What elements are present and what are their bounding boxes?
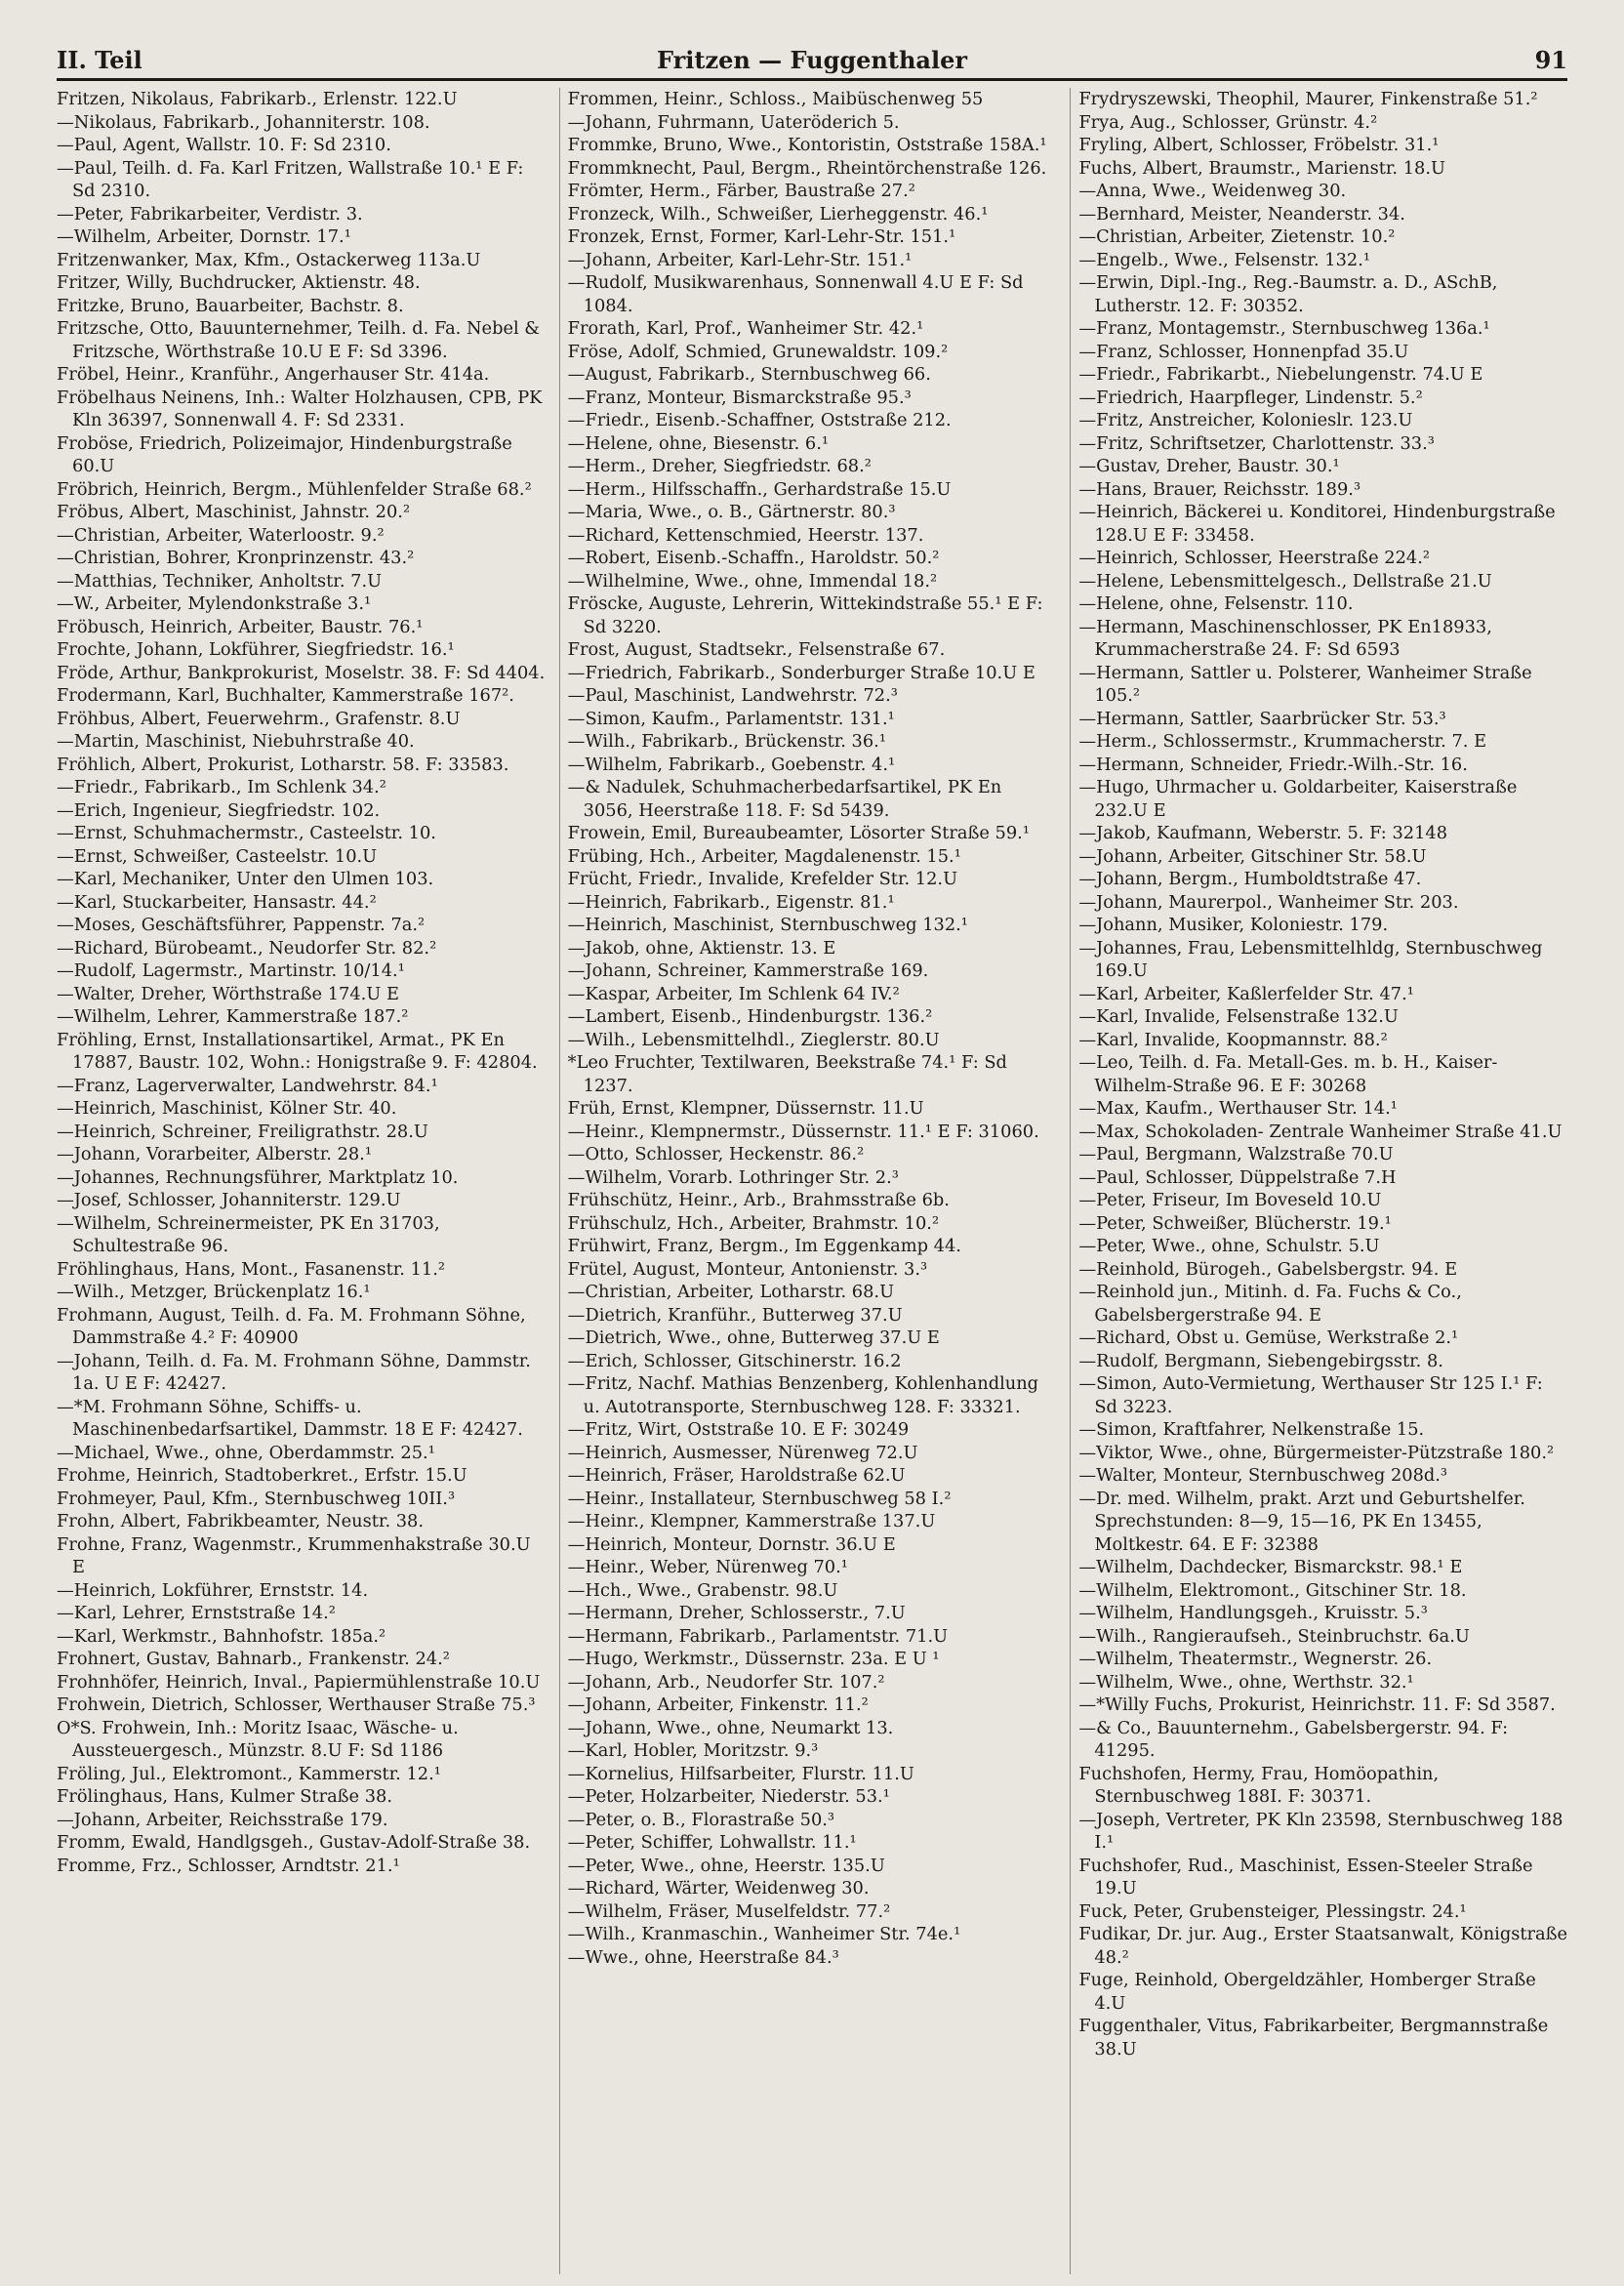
directory-entry: Fröling, Jul., Elektromont., Kammerstr. 12.¹: [57, 1763, 441, 1784]
directory-entry: —Wwe., ohne, Heerstraße 84.³: [567, 1946, 839, 1968]
directory-entry: Fröhlinghaus, Hans, Mont., Fasanenstr. 11.²: [57, 1258, 446, 1280]
directory-entry: Fuggenthaler, Vitus, Fabrikarbeiter, Bergmannstraße 38.U: [1078, 2016, 1549, 2060]
directory-entry: —Johann, Fuhrmann, Uateröderich 5.: [567, 111, 900, 133]
directory-entry: Frühschulz, Hch., Arbeiter, Brahmstr. 10.²: [567, 1212, 940, 1234]
directory-entry: —Karl, Mechaniker, Unter den Ulmen 103.: [57, 869, 434, 889]
directory-entry: —Johann, Arbeiter, Karl-Lehr-Str. 151.¹: [567, 249, 913, 270]
directory-entry: —August, Fabrikarb., Sternbuschweg 66.: [567, 364, 931, 385]
directory-entry: —Rudolf, Musikwarenhaus, Sonnenwall 4.U E F: Sd 1084.: [567, 272, 1024, 316]
directory-entry: —Hugo, Werkmstr., Düssernstr. 23a. E U ¹: [567, 1649, 940, 1669]
directory-entry: —Wilh., Metzger, Brückenplatz 16.¹: [57, 1282, 371, 1302]
directory-entry: —Fritz, Schriftsetzer, Charlottenstr. 33.³: [1078, 432, 1435, 454]
directory-entry: —Herm., Schlossermstr., Krummacherstr. 7. E: [1078, 731, 1487, 752]
directory-entry: —Richard, Wärter, Weidenweg 30.: [567, 1878, 870, 1898]
directory-entry: Fröde, Arthur, Bankprokurist, Moselstr. 38. F: Sd 4404.: [57, 662, 546, 683]
directory-entry: Frydryszewski, Theophil, Maurer, Finkenstraße 51.²: [1078, 89, 1538, 109]
directory-entry: Frömter, Herm., Färber, Baustraße 27.²: [567, 181, 915, 201]
directory-entry: —Karl, Werkmstr., Bahnhofstr. 185a.²: [57, 1625, 386, 1647]
directory-entry: —Wilhelm, Fräser, Muselfeldstr. 77.²: [567, 1900, 891, 1922]
directory-entry: —Johann, Arbeiter, Gitschiner Str. 58.U: [1078, 845, 1427, 867]
directory-entry: —Reinhold jun., Mitinh. d. Fa. Fuchs & Co., Gabelsbergerstraße 94. E: [1078, 1282, 1462, 1326]
directory-entry: —Wilh., Kranmaschin., Wanheimer Str. 74e.¹: [567, 1924, 961, 1944]
directory-entry: —Dietrich, Wwe., ohne, Butterweg 37.U E: [567, 1327, 940, 1348]
directory-entry: —Fritz, Wirt, Oststraße 10. E F: 30249: [567, 1419, 910, 1440]
directory-entry: Frodermann, Karl, Buchhalter, Kammerstraße 167².: [57, 685, 514, 706]
directory-entry: —Johann, Vorarbeiter, Alberstr. 28.¹: [57, 1144, 372, 1164]
directory-entry: Frost, August, Stadtsekr., Felsenstraße 67.: [567, 639, 946, 660]
directory-entry: —Johann, Teilh. d. Fa. M. Frohmann Söhne, Dammstr. 1a. U E F: 42427.: [57, 1350, 531, 1394]
page-number: 91: [1534, 46, 1567, 74]
directory-entry: —Wilhelm, Theatermstr., Wegnerstr. 26.: [1078, 1649, 1433, 1669]
directory-entry: Frölinghaus, Hans, Kulmer Straße 38.: [57, 1786, 392, 1807]
directory-entry: —Heinrich, Maschinist, Sternbuschweg 132.¹: [567, 915, 968, 935]
directory-entry: —Lambert, Eisenb., Hindenburgstr. 136.²: [567, 1006, 933, 1027]
directory-entry: —Paul, Agent, Wallstr. 10. F: Sd 2310.: [57, 135, 391, 155]
directory-entry: —Helene, ohne, Biesenstr. 6.¹: [567, 432, 829, 454]
directory-entry: —Peter, Holzarbeiter, Niederstr. 53.¹: [567, 1786, 890, 1807]
directory-entry: Frücht, Friedr., Invalide, Krefelder Str. 12.U: [567, 869, 958, 889]
directory-entry: —Hch., Wwe., Grabenstr. 98.U: [567, 1579, 838, 1601]
directory-entry: —Friedr., Fabrikarb., Im Schlenk 34.²: [57, 777, 386, 797]
directory-entry: —Simon, Auto-Vermietung, Werthauser Str 125 I.¹ F: Sd 3223.: [1078, 1373, 1543, 1417]
directory-entry: —Ernst, Schweißer, Casteelstr. 10.U: [57, 845, 378, 867]
directory-entry: —Christian, Bohrer, Kronprinzenstr. 43.²: [57, 548, 415, 568]
directory-entry: —Richard, Obst u. Gemüse, Werkstraße 2.¹: [1078, 1327, 1459, 1348]
directory-entry: —Johannes, Frau, Lebensmittelhldg, Sternbuschweg 169.U: [1078, 937, 1543, 981]
directory-entry: —Wilhelm, Lehrer, Kammerstraße 187.²: [57, 1006, 409, 1027]
directory-entry: —Jakob, ohne, Aktienstr. 13. E: [567, 937, 836, 959]
directory-entry: —Franz, Schlosser, Honnenpfad 35.U: [1078, 341, 1409, 362]
directory-entry: —Peter, Schweißer, Blücherstr. 19.¹: [1078, 1212, 1392, 1234]
directory-entry: —Heinr., Installateur, Sternbuschweg 58 I.²: [567, 1488, 952, 1509]
directory-entry: —Wilhelm, Fabrikarb., Goebenstr. 4.¹: [567, 754, 896, 775]
directory-entry: —Heinrich, Schreiner, Freiligrathstr. 28.U: [57, 1121, 428, 1142]
directory-entry: —Paul, Schlosser, Düppelstraße 7.H: [1078, 1166, 1397, 1188]
directory-entry: —Erich, Ingenieur, Siegfriedstr. 102.: [57, 799, 381, 821]
directory-entry: —Simon, Kaufm., Parlamentstr. 131.¹: [567, 708, 895, 729]
directory-entry: Froböse, Friedrich, Polizeimajor, Hindenburgstraße 60.U: [57, 432, 512, 476]
directory-entry: —Heinrich, Monteur, Dornstr. 36.U E: [567, 1533, 896, 1555]
directory-entry: —Jakob, Kaufmann, Weberstr. 5. F: 32148: [1078, 823, 1448, 843]
directory-entry: —Hermann, Fabrikarb., Parlamentstr. 71.U: [567, 1625, 949, 1647]
directory-entry: —Wilh., Lebensmittelhdl., Zieglerstr. 80.U: [567, 1029, 940, 1050]
directory-entry: —Nikolaus, Fabrikarb., Johanniterstr. 108.: [57, 111, 430, 133]
directory-entry: —Karl, Invalide, Koopmannstr. 88.²: [1078, 1029, 1388, 1050]
directory-entry: —Wilhelm, Dachdecker, Bismarckstr. 98.¹ E: [1078, 1557, 1463, 1577]
directory-entry: —Friedr., Fabrikarbt., Niebelungenstr. 74.U E: [1078, 364, 1483, 385]
directory-entry: —Hermann, Dreher, Schlosserstr., 7.U: [567, 1603, 906, 1623]
directory-entry: Frühwirt, Franz, Bergm., Im Eggenkamp 44.: [567, 1236, 961, 1256]
directory-entry: —*Willy Fuchs, Prokurist, Heinrichstr. 11. F: Sd 3587.: [1078, 1694, 1556, 1715]
directory-entry: Fröscke, Auguste, Lehrerin, Wittekindstraße 55.¹ E F: Sd 3220.: [567, 593, 1043, 637]
directory-entry: —Johann, Schreiner, Kammerstraße 169.: [567, 960, 929, 981]
directory-entry: —Herm., Dreher, Siegfriedstr. 68.²: [567, 456, 872, 476]
directory-entry: —Dietrich, Kranführ., Butterweg 37.U: [567, 1304, 903, 1326]
directory-entry: —Anna, Wwe., Weidenweg 30.: [1078, 181, 1347, 201]
directory-entry: —Erich, Schlosser, Gitschinerstr. 16.2: [567, 1350, 902, 1371]
directory-entry: —Walter, Dreher, Wörthstraße 174.U E: [57, 983, 399, 1004]
directory-entry: —Peter, Schiffer, Lohwallstr. 11.¹: [567, 1832, 857, 1853]
directory-entry: —Paul, Bergmann, Walzstraße 70.U: [1078, 1144, 1394, 1164]
directory-entry: —Heinrich, Schlosser, Heerstraße 224.²: [1078, 548, 1430, 568]
directory-entry: —Heinrich, Fräser, Haroldstraße 62.U: [567, 1465, 906, 1486]
directory-entry: —Hugo, Uhrmacher u. Goldarbeiter, Kaiserstraße 232.U E: [1078, 777, 1518, 821]
directory-entry: Fuck, Peter, Grubensteiger, Plessingstr. 24.¹: [1078, 1900, 1467, 1922]
directory-entry: —Johann, Musiker, Koloniestr. 179.: [1078, 915, 1389, 935]
directory-entry: —& Co., Bauunternehm., Gabelsbergerstr. 94. F: 41295.: [1078, 1717, 1509, 1761]
directory-entry: Frommen, Heinr., Schloss., Maibüschenweg 55: [567, 89, 984, 109]
directory-entry: —Bernhard, Meister, Neanderstr. 34.: [1078, 203, 1405, 225]
directory-entry: —Peter, Fabrikarbeiter, Verdistr. 3.: [57, 203, 363, 225]
directory-entry: Frohmeyer, Paul, Kfm., Sternbuschweg 10II.³: [57, 1488, 456, 1509]
directory-entry: —Michael, Wwe., ohne, Oberdammstr. 25.¹: [57, 1442, 435, 1463]
directory-entry: —Christian, Arbeiter, Lotharstr. 68.U: [567, 1282, 895, 1302]
directory-entry: —Hermann, Sattler, Saarbrücker Str. 53.³: [1078, 708, 1446, 729]
directory-entry: —Leo, Teilh. d. Fa. Metall-Ges. m. b. H., Kaiser-Wilhelm-Straße 96. E F: 30268: [1078, 1052, 1498, 1096]
directory-entry: —W., Arbeiter, Mylendonkstraße 3.¹: [57, 593, 372, 614]
directory-entry: —Paul, Teilh. d. Fa. Karl Fritzen, Wallstraße 10.¹ E F: Sd 2310.: [57, 157, 524, 201]
directory-entry: —Wilh., Fabrikarb., Brückenstr. 36.¹: [567, 731, 886, 752]
directory-entry: —Viktor, Wwe., ohne, Bürgermeister-Pützstraße 180.²: [1078, 1442, 1555, 1463]
directory-entry: Frowein, Emil, Bureaubeamter, Lösorter Straße 59.¹: [567, 823, 1030, 843]
directory-entry: Frochte, Johann, Lokführer, Siegfriedstr. 16.¹: [57, 639, 455, 660]
column-right: [1070, 88, 1567, 2274]
directory-entry: Fröhbus, Albert, Feuerwehrm., Grafenstr. 8.U: [57, 708, 461, 729]
directory-entry: Fritzke, Bruno, Bauarbeiter, Bachstr. 8.: [57, 295, 404, 316]
directory-entry: Fröbus, Albert, Maschinist, Jahnstr. 20.²: [57, 502, 411, 522]
directory-entry: —Moses, Geschäftsführer, Pappenstr. 7a.²: [57, 915, 426, 935]
directory-entry: *Leo Fruchter, Textilwaren, Beekstraße 74.¹ F: Sd 1237.: [567, 1052, 1007, 1096]
directory-entry: —Max, Kaufm., Werthauser Str. 14.¹: [1078, 1098, 1398, 1119]
directory-entry: —Karl, Lehrer, Ernststraße 14.²: [57, 1603, 336, 1623]
directory-entry: Fröbusch, Heinrich, Arbeiter, Baustr. 76.¹: [57, 616, 424, 637]
directory-entry: —Erwin, Dipl.-Ing., Reg.-Baumstr. a. D., ASchB, Lutherstr. 12. F: 30352.: [1078, 272, 1498, 316]
directory-entry: Fröhlich, Albert, Prokurist, Lotharstr. 58. F: 33583.: [57, 754, 509, 775]
directory-entry: —Johann, Bergm., Humboldtstraße 47.: [1078, 869, 1422, 889]
directory-entry: —Wilhelm, Vorarb. Lothringer Str. 2.³: [567, 1166, 899, 1188]
directory-entry: —Heinrich, Lokführer, Ernststr. 14.: [57, 1579, 369, 1601]
directory-entry: —Christian, Arbeiter, Zietenstr. 10.²: [1078, 226, 1396, 247]
directory-entry: Fudikar, Dr. jur. Aug., Erster Staatsanwalt, Königstraße 48.²: [1078, 1924, 1568, 1968]
directory-entry: Fröbrich, Heinrich, Bergm., Mühlenfelder Straße 68.²: [57, 478, 532, 500]
directory-entry: —Johann, Arb., Neudorfer Str. 107.²: [567, 1671, 885, 1693]
directory-entry: Frommknecht, Paul, Bergm., Rheintörchenstraße 126.: [567, 157, 1047, 179]
section-label: II. Teil: [57, 46, 142, 74]
directory-entry: Frommke, Bruno, Wwe., Kontoristin, Oststraße 158A.¹: [567, 135, 1047, 155]
directory-entry: Fuchshofer, Rud., Maschinist, Essen-Steeler Straße 19.U: [1078, 1855, 1533, 1898]
directory-entry: —Paul, Maschinist, Landwehrstr. 72.³: [567, 685, 898, 706]
directory-entry: —Heinrich, Maschinist, Kölner Str. 40.: [57, 1098, 397, 1119]
directory-entry: —Hermann, Schneider, Friedr.-Wilh.-Str. 16.: [1078, 754, 1468, 775]
directory-entry: —Kornelius, Hilfsarbeiter, Flurstr. 11.U: [567, 1763, 914, 1784]
directory-entry: —Friedr., Eisenb.-Schaffner, Oststraße 212.: [567, 410, 952, 430]
directory-entry: —Hans, Brauer, Reichsstr. 189.³: [1078, 478, 1361, 500]
directory-entry: —Helene, ohne, Felsenstr. 110.: [1078, 593, 1354, 614]
directory-entry: —Johann, Wwe., ohne, Neumarkt 13.: [567, 1717, 894, 1738]
directory-entry: —Friedrich, Fabrikarb., Sonderburger Straße 10.U E: [567, 662, 1035, 683]
directory-entry: —Wilhelm, Wwe., ohne, Werthstr. 32.¹: [1078, 1671, 1414, 1693]
directory-entry: —Heinr., Klempner, Kammerstraße 137.U: [567, 1511, 936, 1531]
directory-entry: Fronzeck, Wilh., Schweißer, Lierheggenstr. 46.¹: [567, 203, 989, 225]
directory-entry: Fuge, Reinhold, Obergeldzähler, Homberger Straße 4.U: [1078, 1970, 1536, 2014]
directory-entry: Fröhling, Ernst, Installationsartikel, Armat., PK En 17887, Baustr. 102, Wohn.: Honigstraße 9. F: 42804.: [57, 1029, 538, 1073]
column-left: [57, 88, 546, 2274]
directory-entry: Frya, Aug., Schlosser, Grünstr. 4.²: [1078, 111, 1378, 133]
running-title: Fritzen — Fuggenthaler: [657, 46, 967, 74]
directory-entry: —Herm., Hilfsschaffn., Gerhardstraße 15.U: [567, 478, 952, 500]
directory-entry: —Karl, Arbeiter, Kaßlerfelder Str. 47.¹: [1078, 983, 1414, 1004]
directory-entry: —Peter, o. B., Florastraße 50.³: [567, 1809, 835, 1830]
directory-entry: —Wilhelm, Schreinermeister, PK En 31703, Schultestraße 96.: [57, 1212, 440, 1256]
directory-entry: —Friedrich, Haarpfleger, Lindenstr. 5.²: [1078, 387, 1423, 408]
directory-entry: —Johann, Arbeiter, Finkenstr. 11.²: [567, 1694, 869, 1715]
entry-columns: [57, 88, 1567, 2274]
directory-entry: —Helene, Lebensmittelgesch., Dellstraße 21.U: [1078, 570, 1492, 592]
directory-entry: —Peter, Wwe., ohne, Schulstr. 5.U: [1078, 1236, 1380, 1256]
directory-entry: —Rudolf, Bergmann, Siebengebirgsstr. 8.: [1078, 1350, 1443, 1371]
directory-entry: —Joseph, Vertreter, PK Kln 23598, Sternbuschweg 188 I.¹: [1078, 1809, 1563, 1853]
directory-entry: Frohnhöfer, Heinrich, Inval., Papiermühlenstraße 10.U: [57, 1671, 541, 1693]
directory-entry: —Wilhelm, Arbeiter, Dornstr. 17.¹: [57, 226, 351, 247]
directory-entry: —Hermann, Maschinenschlosser, PK En18933, Krummacherstraße 24. F: Sd 6593: [1078, 616, 1492, 660]
directory-entry: —Franz, Lagerverwalter, Landwehrstr. 84.¹: [57, 1075, 438, 1096]
directory-entry: Fritzer, Willy, Buchdrucker, Aktienstr. 48.: [57, 272, 421, 293]
directory-entry: Früh, Ernst, Klempner, Düssernstr. 11.U: [567, 1098, 924, 1119]
page-header: [57, 37, 1567, 81]
directory-entry: —*M. Frohmann Söhne, Schiffs- u. Maschinenbedarfsartikel, Dammstr. 18 E F: 42427.: [57, 1396, 523, 1440]
directory-entry: —Johann, Arbeiter, Reichsstraße 179.: [57, 1809, 388, 1830]
directory-entry: —Richard, Bürobeamt., Neudorfer Str. 82.²: [57, 937, 437, 959]
directory-entry: —Max, Schokoladen- Zentrale Wanheimer Straße 41.U: [1078, 1121, 1563, 1142]
directory-entry: Fröbel, Heinr., Kranführ., Angerhauser Str. 414a.: [57, 364, 490, 385]
directory-entry: —Richard, Kettenschmied, Heerstr. 137.: [567, 524, 924, 546]
directory-entry: —Ernst, Schuhmachermstr., Casteelstr. 10.: [57, 823, 436, 843]
directory-entry: —Karl, Stuckarbeiter, Hansastr. 44.²: [57, 891, 377, 913]
directory-entry: —& Nadulek, Schuhmacherbedarfsartikel, PK En 3056, Heerstraße 118. F: Sd 5439.: [567, 777, 1002, 821]
directory-entry: —Robert, Eisenb.-Schaffn., Haroldstr. 50.²: [567, 548, 940, 568]
directory-entry: Fritzenwanker, Max, Kfm., Ostackerweg 113a.U: [57, 249, 481, 270]
directory-entry: Fromme, Frz., Schlosser, Arndtstr. 21.¹: [57, 1855, 400, 1876]
directory-entry: Frütel, August, Monteur, Antonienstr. 3.³: [567, 1258, 928, 1280]
directory-entry: —Fritz, Anstreicher, Kolonieslr. 123.U: [1078, 410, 1413, 430]
directory-entry: Frohn, Albert, Fabrikbeamter, Neustr. 38.: [57, 1511, 425, 1531]
directory-entry: —Franz, Montagemstr., Sternbuschweg 136a.¹: [1078, 318, 1490, 339]
directory-entry: —Walter, Monteur, Sternbuschweg 208d.³: [1078, 1465, 1448, 1486]
directory-entry: Frohnert, Gustav, Bahnarb., Frankenstr. 24.²: [57, 1649, 450, 1669]
directory-entry: Frohmann, August, Teilh. d. Fa. M. Frohmann Söhne, Dammstraße 4.² F: 40900: [57, 1304, 526, 1348]
directory-entry: —Johannes, Rechnungsführer, Marktplatz 10.: [57, 1166, 459, 1188]
directory-entry: Fröse, Adolf, Schmied, Grunewaldstr. 109.²: [567, 341, 949, 362]
directory-entry: Fromm, Ewald, Handlgsgeh., Gustav-Adolf-Straße 38.: [57, 1832, 531, 1853]
column-middle: [559, 88, 1057, 2274]
directory-entry: —Heinr., Klempnermstr., Düssernstr. 11.¹ E F: 31060.: [567, 1121, 1039, 1142]
directory-entry: —Maria, Wwe., o. B., Gärtnerstr. 80.³: [567, 502, 896, 522]
directory-entry: —Rudolf, Lagermstr., Martinstr. 10/14.¹: [57, 960, 405, 981]
directory-entry: —Peter, Friseur, Im Boveseld 10.U: [1078, 1190, 1382, 1210]
directory-entry: —Karl, Hobler, Moritzstr. 9.³: [567, 1740, 819, 1761]
directory-entry: Fritzen, Nikolaus, Fabrikarb., Erlenstr. 122.U: [57, 89, 458, 109]
directory-entry: Fronzek, Ernst, Former, Karl-Lehr-Str. 151.¹: [567, 226, 956, 247]
directory-entry: —Engelb., Wwe., Felsenstr. 132.¹: [1078, 249, 1370, 270]
directory-entry: Frühschütz, Heinr., Arb., Brahmsstraße 6b.: [567, 1190, 950, 1210]
directory-entry: O*S. Frohwein, Inh.: Moritz Isaac, Wäsche- u. Aussteuergesch., Münzstr. 8.U F: Sd 1186: [57, 1717, 459, 1761]
directory-entry: Fritzsche, Otto, Bauunternehmer, Teilh. d. Fa. Nebel & Fritzsche, Wörthstraße 10.U E F: Sd 3396.: [57, 318, 541, 362]
directory-entry: —Simon, Kraftfahrer, Nelkenstraße 15.: [1078, 1419, 1425, 1440]
directory-entry: —Matthias, Techniker, Anholtstr. 7.U: [57, 570, 383, 592]
directory-entry: —Franz, Monteur, Bismarckstraße 95.³: [567, 387, 912, 408]
directory-entry: —Heinrich, Fabrikarb., Eigenstr. 81.¹: [567, 891, 895, 913]
directory-entry: Fryling, Albert, Schlosser, Fröbelstr. 31.¹: [1078, 135, 1440, 155]
directory-entry: Frorath, Karl, Prof., Wanheimer Str. 42.¹: [567, 318, 924, 339]
directory-entry: —Gustav, Dreher, Baustr. 30.¹: [1078, 456, 1340, 476]
directory-entry: Fuchshofen, Hermy, Frau, Homöopathin, Sternbuschweg 188I. F: 30371.: [1078, 1763, 1440, 1807]
directory-entry: —Wilhelm, Handlungsgeh., Kruisstr. 5.³: [1078, 1603, 1428, 1623]
directory-entry: —Kaspar, Arbeiter, Im Schlenk 64 IV.²: [567, 983, 900, 1004]
directory-entry: —Wilhelm, Elektromont., Gitschiner Str. 18.: [1078, 1579, 1467, 1601]
directory-entry: Frohwein, Dietrich, Schlosser, Werthauser Straße 75.³: [57, 1694, 536, 1715]
directory-entry: Fuchs, Albert, Braumstr., Marienstr. 18.U: [1078, 157, 1445, 179]
directory-entry: —Karl, Invalide, Felsenstraße 132.U: [1078, 1006, 1399, 1027]
directory-entry: —Peter, Wwe., ohne, Heerstr. 135.U: [567, 1855, 885, 1876]
directory-entry: —Josef, Schlosser, Johanniterstr. 129.U: [57, 1190, 401, 1210]
directory-entry: Frohne, Franz, Wagenmstr., Krummenhakstraße 30.U E: [57, 1533, 531, 1577]
directory-entry: —Hermann, Sattler u. Polsterer, Wanheimer Straße 105.²: [1078, 662, 1532, 706]
directory-entry: —Johann, Maurerpol., Wanheimer Str. 203.: [1078, 891, 1459, 913]
directory-entry: —Reinhold, Bürogeh., Gabelsbergstr. 94. E: [1078, 1258, 1458, 1280]
directory-entry: —Wilh., Rangieraufseh., Steinbruchstr. 6a.U: [1078, 1625, 1470, 1647]
directory-entry: Fröbelhaus Neinens, Inh.: Walter Holzhausen, CPB, PK Kln 36397, Sonnenwall 4. F: Sd 2331.: [57, 387, 543, 430]
directory-entry: —Christian, Arbeiter, Waterloostr. 9.²: [57, 524, 385, 546]
directory-entry: —Dr. med. Wilhelm, prakt. Arzt und Geburtshelfer. Sprechstunden: 8—9, 15—16, PK En 13455, Moltkestr. 64. E F: 32388: [1078, 1488, 1525, 1555]
directory-entry: —Fritz, Nachf. Mathias Benzenberg, Kohlenhandlung u. Autotransporte, Sternbuschweg 128. F: 33321.: [567, 1373, 1039, 1417]
directory-entry: —Otto, Schlosser, Heckenstr. 86.²: [567, 1144, 865, 1164]
directory-entry: —Heinrich, Ausmesser, Nürenweg 72.U: [567, 1442, 918, 1463]
directory-entry: —Wilhelmine, Wwe., ohne, Immendal 18.²: [567, 570, 938, 592]
directory-entry: Frübing, Hch., Arbeiter, Magdalenenstr. 15.¹: [567, 845, 961, 867]
directory-entry: —Heinr., Weber, Nürenweg 70.¹: [567, 1557, 848, 1577]
directory-entry: —Heinrich, Bäckerei u. Konditorei, Hindenburgstraße 128.U E F: 33458.: [1078, 502, 1556, 546]
directory-entry: Frohme, Heinrich, Stadtoberkret., Erfstr. 15.U: [57, 1465, 467, 1486]
directory-entry: —Martin, Maschinist, Niebuhrstraße 40.: [57, 731, 415, 752]
